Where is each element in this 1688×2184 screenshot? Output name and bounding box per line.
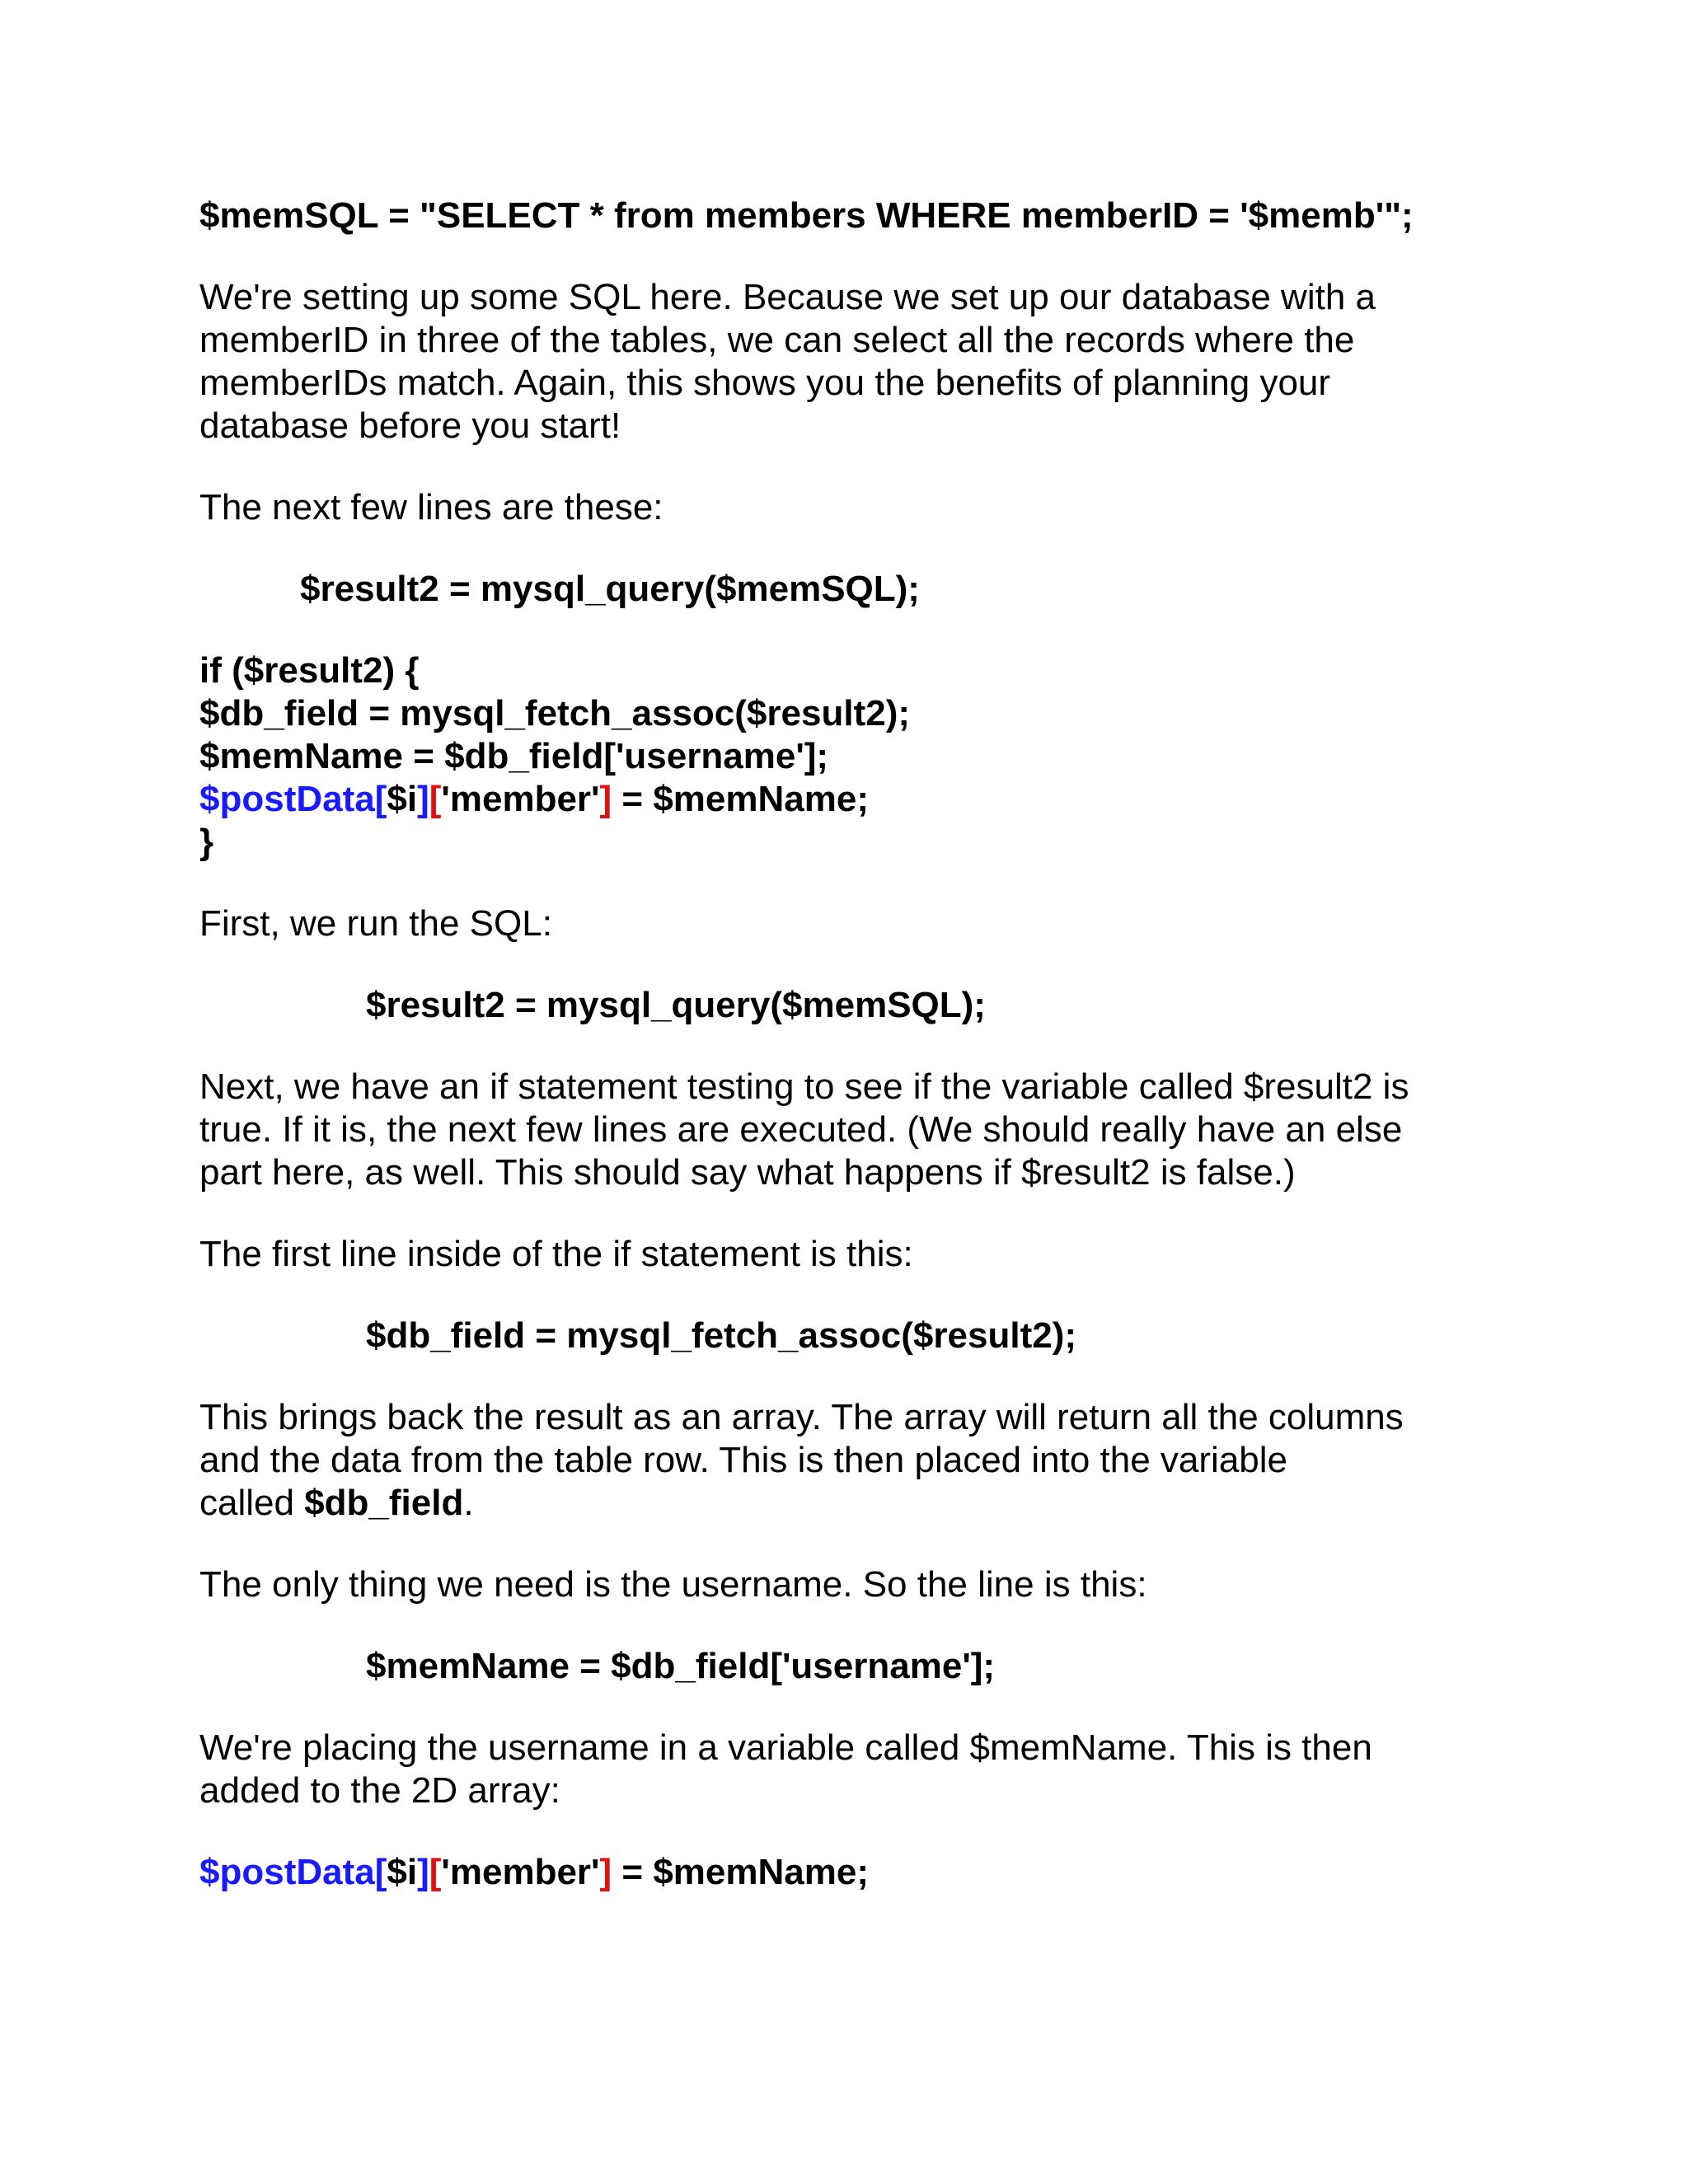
spacer <box>199 1525 1502 1563</box>
code-query-line: $result2 = mysql_query($memSQL); <box>300 569 920 609</box>
spacer <box>199 529 1502 568</box>
index-variable: $i <box>387 1852 418 1892</box>
spacer <box>199 1027 1502 1066</box>
code-line-fetch: $db_field = mysql_fetch_assoc($result2); <box>199 693 910 733</box>
code-memname-line: $memName = $db_field['username']; <box>366 1646 996 1686</box>
spacer <box>199 1606 1502 1645</box>
paragraph-sql-explanation <box>199 276 1502 448</box>
paragraph-line: added to the 2D array: <box>199 1770 560 1811</box>
spacer <box>199 1812 1502 1851</box>
spacer <box>199 1688 1502 1727</box>
document-page <box>199 194 1502 1894</box>
paragraph-run-sql: First, we run the SQL: <box>199 903 552 944</box>
paragraph-next-lines: The next few lines are these: <box>199 487 663 527</box>
spacer <box>199 1357 1502 1396</box>
index-variable: $i <box>387 779 418 819</box>
paragraph-line: We're placing the username in a variable called $memName. This is then <box>199 1727 1372 1768</box>
bracket-open-red: [ <box>429 1852 442 1892</box>
bracket-close: ] <box>417 1852 429 1892</box>
bracket-close-red: ] <box>599 1852 612 1892</box>
bracket-open: [ <box>374 779 387 819</box>
bracket-open-red: [ <box>429 779 442 819</box>
paragraph-line: memberID in three of the tables, we can select all the records where the <box>199 320 1355 360</box>
postdata-variable: $postData <box>199 779 375 819</box>
member-key: 'member' <box>441 779 600 819</box>
bracket-open: [ <box>374 1852 387 1892</box>
paragraph-line: true. If it is, the next few lines are executed. (We should really have an else <box>199 1109 1403 1150</box>
bracket-close: ] <box>417 779 429 819</box>
paragraph-line: memberIDs match. Again, this shows you the benefits of planning your <box>199 363 1331 403</box>
paragraph-line: Next, we have an if statement testing to see if the variable called $result2 is <box>199 1066 1409 1107</box>
paragraph-array-explanation <box>199 1396 1502 1525</box>
code-fetch-line: $db_field = mysql_fetch_assoc($result2); <box>366 1315 1076 1356</box>
db-field-bold: $db_field <box>304 1483 464 1523</box>
paragraph-line <box>199 1482 1502 1525</box>
spacer <box>199 1276 1502 1315</box>
member-key: 'member' <box>441 1852 600 1892</box>
paragraph-line: We're setting up some SQL here. Because we set up our database with a <box>199 277 1376 317</box>
paragraph-line: and the data from the table row. This is then placed into the variable <box>199 1440 1287 1480</box>
postdata-variable: $postData <box>199 1852 375 1892</box>
paragraph-line: part here, as well. This should say what happens if $result2 is false.) <box>199 1152 1296 1193</box>
code-line-memname: $memName = $db_field['username']; <box>199 736 829 776</box>
code-final-postdata-line <box>199 1851 1502 1894</box>
text-period: . <box>463 1483 474 1523</box>
spacer <box>199 945 1502 984</box>
paragraph-line: This brings back the result as an array. The array will return all the columns <box>199 1397 1404 1437</box>
spacer <box>199 864 1502 902</box>
assignment-rest: = $memName; <box>612 1852 869 1892</box>
paragraph-username: The only thing we need is the username. So the line is this: <box>199 1564 1147 1605</box>
spacer <box>199 237 1502 276</box>
paragraph-if-explanation <box>199 1066 1502 1194</box>
paragraph-first-line: The first line inside of the if statement is this: <box>199 1234 913 1274</box>
paragraph-placing-username <box>199 1727 1502 1812</box>
sql-statement-line: $memSQL = "SELECT * from members WHERE memberID = '$memb'"; <box>199 195 1414 236</box>
assignment-rest: = $memName; <box>612 779 869 819</box>
spacer <box>199 1194 1502 1233</box>
paragraph-line: database before you start! <box>199 405 621 446</box>
spacer <box>199 448 1502 486</box>
spacer <box>199 611 1502 649</box>
bracket-close-red: ] <box>599 779 612 819</box>
code-line-if: if ($result2) { <box>199 650 420 691</box>
code-line-postdata <box>199 778 1502 821</box>
code-block-if <box>199 649 1502 864</box>
code-query-line-2: $result2 = mysql_query($memSQL); <box>366 985 986 1025</box>
text-called: called <box>199 1483 305 1523</box>
code-line-closing-brace: } <box>199 822 214 862</box>
